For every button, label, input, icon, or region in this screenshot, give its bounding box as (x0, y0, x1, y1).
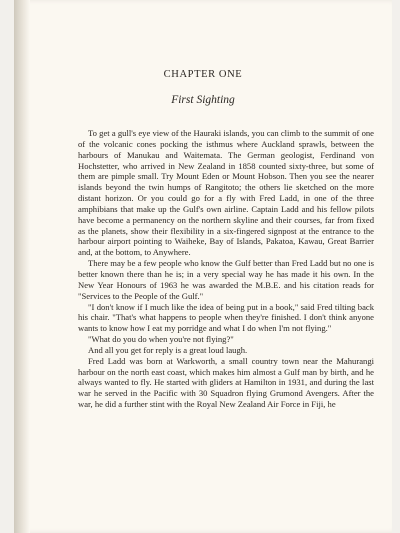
paragraph: Fred Ladd was born at Warkworth, a small country town near the Mahurangi harbour on the north east coast, which makes him almost a Gulf man by birth, and he always wanted to fly. He started with gliders at Hamilton in 1931, and during the last war he served in the Pacific with 30 Squadron flying Grumond Avengers. After the war, he did a further stint with the Royal New Zealand Air Force in Fiji, he (78, 355, 374, 410)
chapter-label: CHAPTER ONE (163, 69, 243, 80)
paragraph: "I don't know if I much like the idea of being put in a book," said Fred tilting back his chair. "That's what happens to people when they're finished. I don't think anyone wants to know how I eat my porridge and what I do when I'm not flying." (78, 301, 374, 334)
chapter-title: First Sighting (171, 94, 235, 106)
book-page (14, 0, 392, 533)
paragraph: And all you get for reply is a great loud laugh. (88, 344, 248, 355)
paragraph: "What do you do when you're not flying?" (88, 334, 234, 345)
chapter-body (78, 128, 374, 410)
paragraph: There may be a few people who know the Gulf better than Fred Ladd but no one is better known there than he is; in a very special way he has made it his own. In the New Year Honours of 1963 he was awarded the M.B.E. and his citation reads for "Services to the People of the Gulf." (78, 258, 374, 301)
paragraph: To get a gull's eye view of the Hauraki islands, you can climb to the summit of one of the volcanic cones pocking the isthmus where Auckland sprawls, between the harbours of Manukau and Waitemata. The German geologist, Ferdinand von Hochstetter, who arrived in New Zealand in 1858 counted sixty-three, but some of them are pimple small. Try Mount Eden or Mount Hobson. Then you see the nearer islands beyond the twin humps of Rangitoto; the others lie sketched on the more distant horizon. Or you could go for a fly with Fred Ladd, in one of the three amphibians that make up the Gulf's own airline. Captain Ladd and his fellow pilots have become a permanency on the northern skyline and their courses, far from fixed as the planets, show their flexibility in a six-fingered signpost at the entrance to the harbour airport pointing to Waiheke, Bay of Islands, Pakatoa, Kawau, Great Barrier and, at the bottom, to Anywhere. (78, 128, 374, 258)
